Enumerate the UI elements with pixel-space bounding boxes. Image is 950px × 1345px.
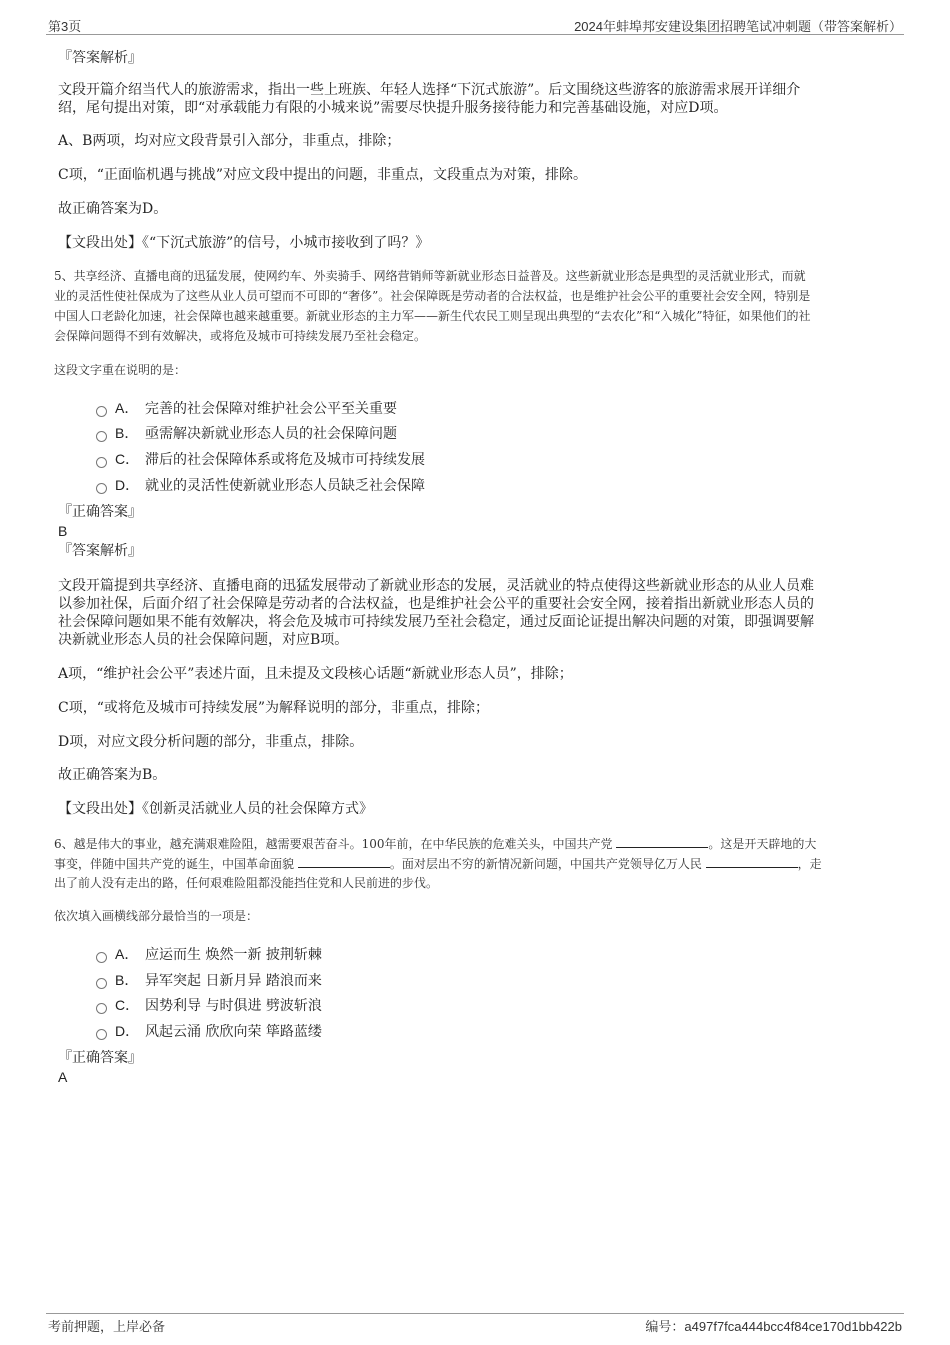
radio-icon[interactable]	[96, 406, 107, 417]
radio-icon[interactable]	[96, 431, 107, 442]
analysis-note: A项，“维护社会公平”表述片面，且未提及文段核心话题“新就业形态人员”，排除；	[58, 666, 573, 682]
question-stem-line: 出了前人没有走出的路，任何艰难险阻都没能挡住党和人民前进的步伐。	[54, 876, 439, 890]
radio-icon[interactable]	[96, 1003, 107, 1014]
answer-value: A	[58, 1069, 68, 1085]
page-number: 第3页	[48, 19, 82, 34]
source-citation: 【文段出处】《创新灵活就业人员的社会保障方式》	[58, 801, 373, 817]
answer-value: B	[58, 523, 68, 539]
analysis-note: A、B两项，均对应文段背景引入部分，非重点，排除；	[58, 133, 401, 149]
option-letter: D．	[115, 1023, 140, 1039]
option-a[interactable]	[96, 399, 397, 418]
option-text: 应运而生 焕然一新 披荆斩棘	[145, 947, 322, 963]
analysis-line: 社会保障问题如果不能有效解决，将会危及城市可持续发展乃至社会稳定，通过反面论证提出解决问题的对策，即强调要解	[58, 614, 814, 630]
option-c[interactable]	[96, 996, 322, 1015]
option-b[interactable]	[96, 971, 322, 990]
analysis-line: 文段开篇提到共享经济、直播电商的迅猛发展带动了新就业形态的发展，灵活就业的特点使得这些新就业形态的从业人员难	[58, 578, 814, 594]
page-footer	[46, 1313, 904, 1336]
page-header	[46, 14, 904, 35]
option-letter: A．	[115, 400, 139, 416]
analysis-label: 『答案解析』	[58, 543, 142, 559]
option-text: 风起云涌 欣欣向荣 筚路蓝缕	[145, 1024, 322, 1040]
answer-label: 『正确答案』	[58, 1050, 142, 1066]
option-letter: A．	[115, 946, 139, 962]
analysis-line: 文段开篇介绍当代人的旅游需求，指出一些上班族、年轻人选择“下沉式旅游”。后文围绕这些游客的旅游需求展开详细介	[58, 82, 801, 98]
document-title: 2024年蚌埠邦安建设集团招聘笔试冲刺题（带答案解析）	[574, 19, 902, 34]
option-text: 完善的社会保障对维护社会公平至关重要	[145, 401, 397, 417]
option-letter: B．	[115, 425, 139, 441]
option-a[interactable]	[96, 945, 322, 964]
option-letter: B．	[115, 972, 139, 988]
conclusion: 故正确答案为B。	[58, 767, 167, 783]
option-letter: D．	[115, 477, 140, 493]
question-stem-line: 会保障问题得不到有效解决，或将危及城市可持续发展乃至社会稳定。	[54, 329, 427, 343]
option-letter: C．	[115, 997, 140, 1013]
answer-label: 『正确答案』	[58, 504, 142, 520]
option-text: 滞后的社会保障体系或将危及城市可持续发展	[145, 452, 425, 468]
blank-3	[706, 855, 798, 868]
question-stem-line: 6、越是伟大的事业，越充满艰难险阻，越需要艰苦奋斗。100年前，在中华民族的危难关头，中国共产党 。这是开天辟地的大	[54, 837, 817, 851]
document-id: 编号：a497f7fca444bcc4f84ce170d1bb422b	[645, 1319, 902, 1334]
option-letter: C．	[115, 451, 140, 467]
radio-icon[interactable]	[96, 978, 107, 989]
analysis-line: 以参加社保，后面介绍了社会保障是劳动者的合法权益，也是维护社会公平的重要社会安全网，接着指出新就业形态人员的	[58, 596, 814, 612]
conclusion: 故正确答案为D。	[58, 201, 168, 217]
analysis-note: C项，“正面临机遇与挑战”对应文段中提出的问题，非重点，文段重点为对策，排除。	[58, 167, 588, 183]
blank-1	[616, 835, 708, 848]
radio-icon[interactable]	[96, 1029, 107, 1040]
blank-2	[298, 855, 390, 868]
analysis-note: C项，“或将危及城市可持续发展”为解释说明的部分，非重点，排除；	[58, 700, 490, 716]
radio-icon[interactable]	[96, 483, 107, 494]
footer-slogan: 考前押题，上岸必备	[48, 1319, 166, 1334]
analysis-label: 『答案解析』	[58, 50, 142, 66]
option-text: 亟需解决新就业形态人员的社会保障问题	[145, 426, 397, 442]
analysis-note: D项，对应文段分析问题的部分，非重点，排除。	[58, 734, 364, 750]
option-text: 异军突起 日新月异 踏浪而来	[145, 973, 322, 989]
radio-icon[interactable]	[96, 952, 107, 963]
question-stem-line: 5、共享经济、直播电商的迅猛发展，使网约车、外卖骑手、网络营销师等新就业形态日益普及。这些新就业形态是典型的灵活就业形式，而就	[54, 269, 806, 283]
question-stem-line: 事变，伴随中国共产党的诞生，中国革命面貌 。面对层出不穷的新情况新问题，中国共产党领导亿万人民 ，走	[54, 857, 822, 871]
question-prompt: 这段文字重在说明的是：	[54, 363, 187, 377]
option-c[interactable]	[96, 450, 425, 469]
option-d[interactable]	[96, 1022, 322, 1041]
source-citation: 【文段出处】《“下沉式旅游”的信号，小城市接收到了吗？》	[58, 235, 430, 251]
analysis-line: 决新就业形态人员的社会保障问题，对应B项。	[58, 632, 349, 648]
option-text: 因势利导 与时俱进 劈波斩浪	[145, 998, 322, 1014]
analysis-line: 绍，尾句提出对策，即“对承载能力有限的小城来说”需要尽快提升服务接待能力和完善基础设施，对应D项。	[58, 100, 728, 116]
question-stem-line: 中国人口老龄化加速，社会保障也越来越重要。新就业形态的主力军——新生代农民工则呈现出典型的“去农化”和“入城化”特征，如果他们的社	[54, 309, 811, 323]
radio-icon[interactable]	[96, 457, 107, 468]
option-d[interactable]	[96, 476, 425, 495]
option-text: 就业的灵活性使新就业形态人员缺乏社会保障	[145, 478, 425, 494]
question-prompt: 依次填入画横线部分最恰当的一项是：	[54, 909, 259, 923]
option-b[interactable]	[96, 424, 397, 443]
question-stem-line: 业的灵活性使社保成为了这些从业人员可望而不可即的“奢侈”。社会保障既是劳动者的合法权益，也是维护社会公平的重要社会安全网，特别是	[54, 289, 811, 303]
